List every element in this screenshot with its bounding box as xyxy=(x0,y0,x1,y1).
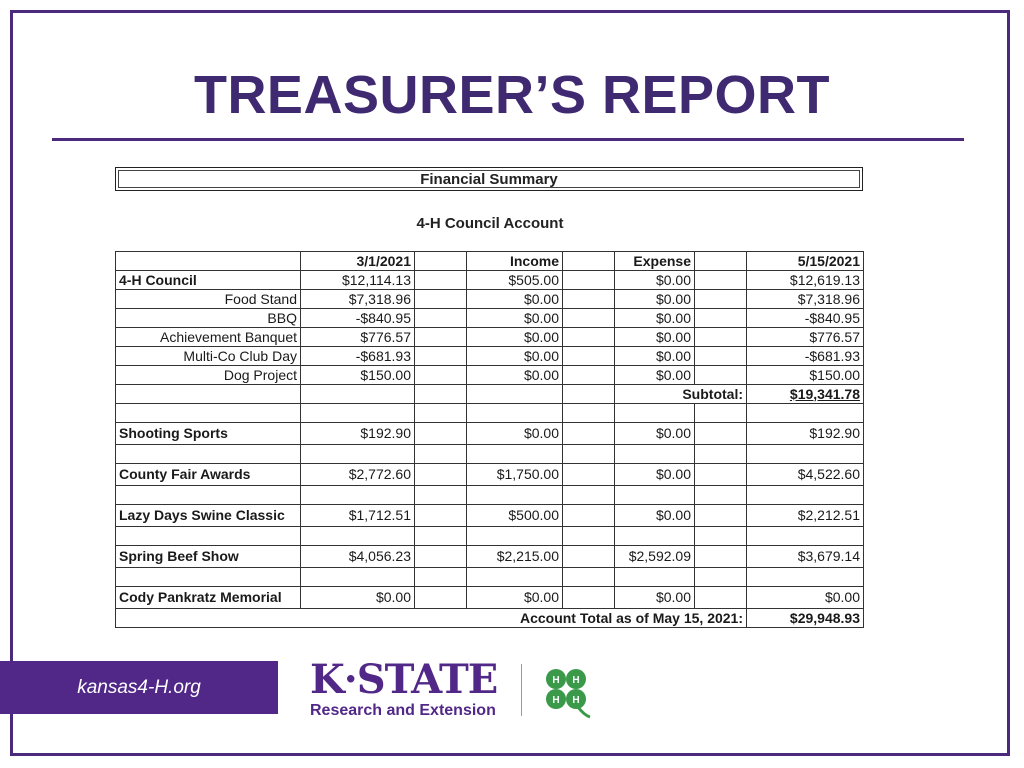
kstate-wordmark: K·STATE xyxy=(310,656,498,703)
spacer xyxy=(695,252,747,271)
spacer xyxy=(695,587,747,609)
expense-value: $0.00 xyxy=(615,347,695,366)
spacer xyxy=(695,546,747,568)
end-balance: $2,212.51 xyxy=(747,505,864,527)
spacer xyxy=(695,366,747,385)
financial-summary-title: Financial Summary xyxy=(420,171,558,188)
clover-letter: H xyxy=(552,695,560,706)
start-balance: -$681.93 xyxy=(301,347,415,366)
spacer xyxy=(615,445,695,464)
start-balance: $0.00 xyxy=(301,587,415,609)
header-end-date: 5/15/2021 xyxy=(747,252,864,271)
row-label: Achievement Banquet xyxy=(116,328,301,347)
expense-value: $0.00 xyxy=(615,423,695,445)
row-label: County Fair Awards xyxy=(116,464,301,486)
start-balance: $12,114.13 xyxy=(301,271,415,290)
spacer xyxy=(415,252,467,271)
row-label: Cody Pankratz Memorial xyxy=(116,587,301,609)
table-row xyxy=(116,290,864,309)
spacer xyxy=(747,445,864,464)
start-balance: $1,712.51 xyxy=(301,505,415,527)
income-value: $0.00 xyxy=(467,423,563,445)
spacer xyxy=(415,568,467,587)
end-balance: $12,619.13 xyxy=(747,271,864,290)
spacer xyxy=(563,271,615,290)
income-value: $0.00 xyxy=(467,328,563,347)
expense-value: $0.00 xyxy=(615,505,695,527)
four-leaf-clover-icon xyxy=(538,663,594,719)
end-balance: $776.57 xyxy=(747,328,864,347)
header-income: Income xyxy=(467,252,563,271)
end-balance: -$840.95 xyxy=(747,309,864,328)
spacer xyxy=(116,486,301,505)
end-balance: $150.00 xyxy=(747,366,864,385)
spacer xyxy=(615,568,695,587)
subtotal-label: Subtotal: xyxy=(615,385,747,404)
expense-value: $0.00 xyxy=(615,309,695,328)
kstate-logo xyxy=(310,658,497,720)
spacer xyxy=(695,290,747,309)
spacer xyxy=(301,486,415,505)
start-balance: -$840.95 xyxy=(301,309,415,328)
spacer xyxy=(116,445,301,464)
end-balance: $0.00 xyxy=(747,587,864,609)
spacer xyxy=(695,423,747,445)
total-value: $29,948.93 xyxy=(747,609,864,628)
spacer xyxy=(415,366,467,385)
start-balance: $2,772.60 xyxy=(301,464,415,486)
spacer xyxy=(695,568,747,587)
income-value: $2,215.00 xyxy=(467,546,563,568)
income-value: $0.00 xyxy=(467,347,563,366)
spacer xyxy=(695,328,747,347)
spacer xyxy=(695,527,747,546)
spacer xyxy=(415,271,467,290)
spacer xyxy=(695,505,747,527)
expense-value: $0.00 xyxy=(615,366,695,385)
spacer xyxy=(116,385,301,404)
spacer xyxy=(301,568,415,587)
spacer xyxy=(563,464,615,486)
spacer xyxy=(563,385,615,404)
spacer xyxy=(116,404,301,423)
spacer xyxy=(116,568,301,587)
spacer xyxy=(563,290,615,309)
spacer xyxy=(747,568,864,587)
spacer xyxy=(415,423,467,445)
end-balance: $7,318.96 xyxy=(747,290,864,309)
end-balance: $192.90 xyxy=(747,423,864,445)
spacer xyxy=(301,385,415,404)
spacer xyxy=(563,309,615,328)
spacer xyxy=(301,527,415,546)
total-row xyxy=(116,609,864,628)
clover-letter: H xyxy=(572,695,580,706)
expense-value: $0.00 xyxy=(615,328,695,347)
table-row xyxy=(116,309,864,328)
spacer xyxy=(695,445,747,464)
row-label: Shooting Sports xyxy=(116,423,301,445)
title-rule xyxy=(52,138,964,141)
row-label: Dog Project xyxy=(116,366,301,385)
row-label: 4-H Council xyxy=(116,271,301,290)
spacer xyxy=(301,445,415,464)
spacer xyxy=(467,385,563,404)
row-label: Spring Beef Show xyxy=(116,546,301,568)
spacer xyxy=(563,568,615,587)
start-balance: $150.00 xyxy=(301,366,415,385)
subtotal-row xyxy=(116,385,864,404)
start-balance: $4,056.23 xyxy=(301,546,415,568)
table-row xyxy=(116,271,864,290)
spacer xyxy=(747,486,864,505)
separator-row xyxy=(116,568,864,587)
table-row xyxy=(116,505,864,527)
spacer xyxy=(695,404,747,423)
spacer xyxy=(563,546,615,568)
spacer xyxy=(415,328,467,347)
spacer xyxy=(415,464,467,486)
logo-divider xyxy=(521,664,522,716)
spacer xyxy=(563,404,615,423)
header-blank xyxy=(116,252,301,271)
spacer xyxy=(563,527,615,546)
footer-band xyxy=(0,661,278,714)
expense-value: $0.00 xyxy=(615,587,695,609)
spacer xyxy=(415,347,467,366)
total-label: Account Total as of May 15, 2021: xyxy=(116,609,747,628)
spacer xyxy=(615,486,695,505)
footer-url[interactable]: kansas4-H.org xyxy=(77,677,201,698)
end-balance: $3,679.14 xyxy=(747,546,864,568)
expense-value: $2,592.09 xyxy=(615,546,695,568)
spacer xyxy=(301,404,415,423)
spacer xyxy=(563,587,615,609)
spacer xyxy=(563,445,615,464)
spacer xyxy=(563,486,615,505)
spacer xyxy=(467,445,563,464)
separator-row xyxy=(116,404,864,423)
kstate-subtitle: Research and Extension xyxy=(310,702,496,719)
income-value: $505.00 xyxy=(467,271,563,290)
spacer xyxy=(415,505,467,527)
income-value: $0.00 xyxy=(467,366,563,385)
spacer xyxy=(116,527,301,546)
income-value: $0.00 xyxy=(467,309,563,328)
end-balance: -$681.93 xyxy=(747,347,864,366)
spacer xyxy=(695,271,747,290)
header-row xyxy=(116,252,864,271)
spacer xyxy=(467,527,563,546)
table-row xyxy=(116,328,864,347)
spacer xyxy=(695,486,747,505)
spacer xyxy=(615,527,695,546)
row-label: Lazy Days Swine Classic xyxy=(116,505,301,527)
expense-value: $0.00 xyxy=(615,290,695,309)
account-title: 4-H Council Account xyxy=(416,215,564,232)
spacer xyxy=(415,385,467,404)
spacer xyxy=(415,527,467,546)
spacer xyxy=(467,486,563,505)
row-label: Food Stand xyxy=(116,290,301,309)
spacer xyxy=(415,587,467,609)
expense-value: $0.00 xyxy=(615,271,695,290)
spacer xyxy=(563,505,615,527)
end-balance: $4,522.60 xyxy=(747,464,864,486)
table-row xyxy=(116,464,864,486)
table-row xyxy=(116,546,864,568)
start-balance: $7,318.96 xyxy=(301,290,415,309)
spacer xyxy=(747,527,864,546)
income-value: $0.00 xyxy=(467,290,563,309)
clover-letter: H xyxy=(572,675,580,686)
financial-summary-bar xyxy=(115,167,863,191)
spacer xyxy=(563,366,615,385)
table-row xyxy=(116,423,864,445)
row-label: BBQ xyxy=(116,309,301,328)
spacer xyxy=(695,347,747,366)
spacer xyxy=(563,252,615,271)
spacer xyxy=(415,309,467,328)
spacer xyxy=(415,546,467,568)
table-row xyxy=(116,587,864,609)
start-balance: $192.90 xyxy=(301,423,415,445)
table-row xyxy=(116,347,864,366)
row-label: Multi-Co Club Day xyxy=(116,347,301,366)
clover-letter: H xyxy=(552,675,560,686)
spacer xyxy=(467,568,563,587)
header-start-date: 3/1/2021 xyxy=(301,252,415,271)
spacer xyxy=(415,404,467,423)
income-value: $0.00 xyxy=(467,587,563,609)
subtotal-value: $19,341.78 xyxy=(747,385,864,404)
spacer xyxy=(615,404,695,423)
spacer xyxy=(415,290,467,309)
slide-title: TREASURER’S REPORT xyxy=(193,65,831,125)
financial-table xyxy=(115,251,864,628)
spacer xyxy=(695,464,747,486)
income-value: $500.00 xyxy=(467,505,563,527)
expense-value: $0.00 xyxy=(615,464,695,486)
start-balance: $776.57 xyxy=(301,328,415,347)
spacer xyxy=(747,404,864,423)
spacer xyxy=(467,404,563,423)
spacer xyxy=(563,347,615,366)
spacer xyxy=(563,328,615,347)
spacer xyxy=(695,309,747,328)
separator-row xyxy=(116,486,864,505)
spacer xyxy=(415,486,467,505)
spacer xyxy=(563,423,615,445)
income-value: $1,750.00 xyxy=(467,464,563,486)
separator-row xyxy=(116,527,864,546)
header-expense: Expense xyxy=(615,252,695,271)
separator-row xyxy=(116,445,864,464)
table-row xyxy=(116,366,864,385)
spacer xyxy=(415,445,467,464)
